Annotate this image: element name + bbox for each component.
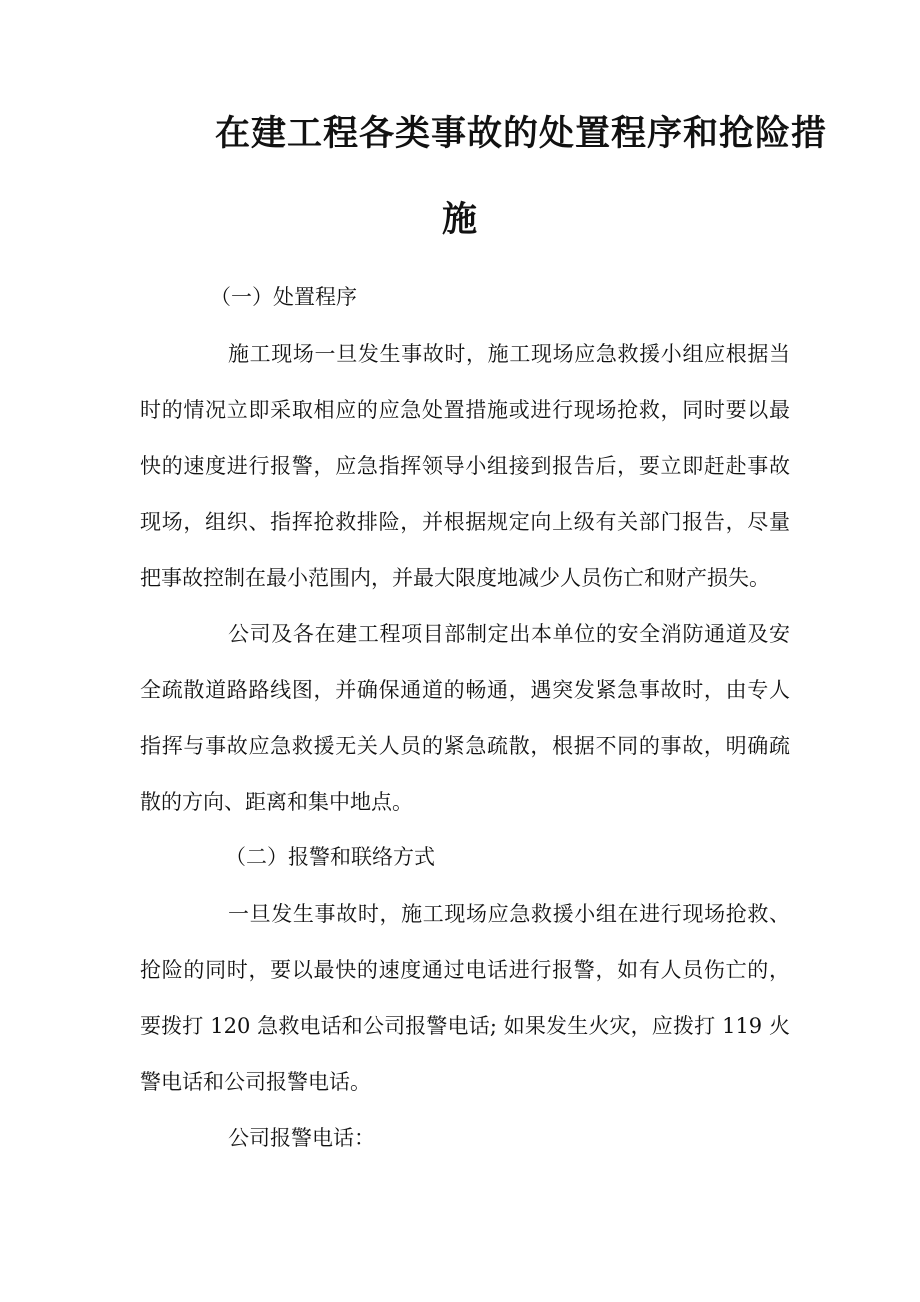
paragraph-alarm-phone: 公司报警电话： (228, 1126, 375, 1150)
paragraph-procedure-1: 施工现场一旦发生事故时，施工现场应急救援小组应根据当时的情况立即采取相应的应急处置措施或进行现场抢救，同时要以最快的速度进行报警，应急指挥领导小组接到报告后，要立即赶赴事故现场，组织、指挥抢救排险，并根据规定向上级有关部门报告，尽量把事故控制在最小范围内，并最大限度地减少人员伤亡和财产损失。 (140, 342, 790, 590)
paragraph-alarm-1: 一旦发生事故时，施工现场应急救援小组在进行现场抢救、抢险的同时，要以最快的速度通过电话进行报警，如有人员伤亡的，要拨打 120 急救电话和公司报警电话; 如果发生火灾，应拨打 119 火警电话和公司报警电话。 (140, 902, 790, 1094)
section-heading-alarm-contact: （二）报警和联络方式 (225, 845, 435, 869)
document-title-line-2: 施 (442, 199, 478, 240)
paragraph-procedure-2: 公司及各在建工程项目部制定出本单位的安全消防通道及安全疏散道路路线图，并确保通道的畅通，遇突发紧急事故时，由专人指挥与事故应急救援无关人员的紧急疏散，根据不同的事故，明确疏散的方向、距离和集中地点。 (140, 622, 790, 814)
document-title-line-1: 在建工程各类事故的处置程序和抢险措 (215, 113, 828, 154)
section-heading-procedure: （一）处置程序 (210, 285, 357, 309)
